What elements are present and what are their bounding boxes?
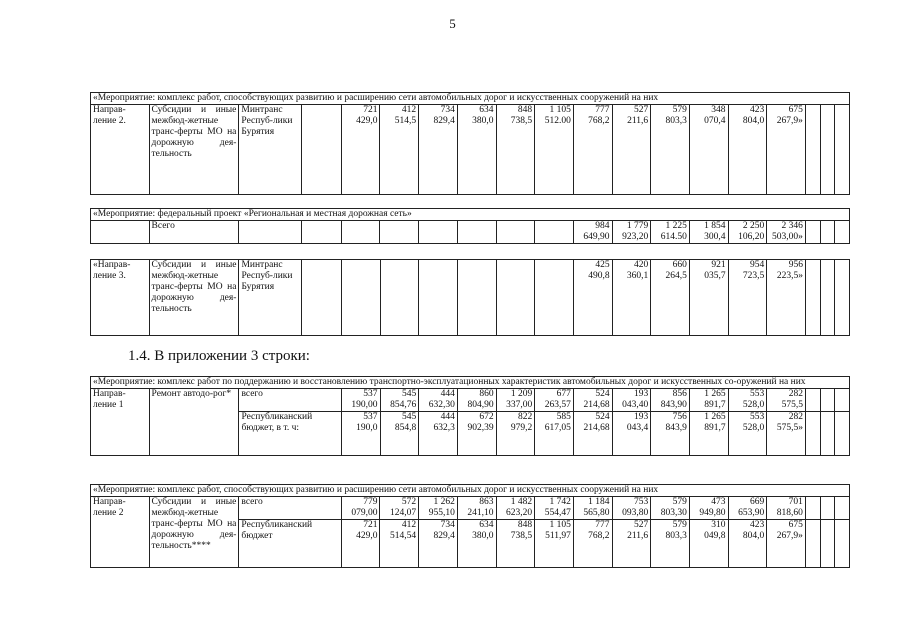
num-cell: 579 803,3 [651, 520, 690, 568]
cell-direction: Направ-ление 2. [91, 105, 150, 195]
num-cell: 193 043,4 [612, 412, 651, 456]
num-cell: 777 768,2 [573, 105, 612, 195]
num-cell: 423 804,0 [728, 520, 767, 568]
page-number: 5 [449, 16, 456, 31]
num-cell [496, 260, 535, 336]
table-1-grid [90, 92, 850, 195]
cell-direction [91, 221, 150, 244]
num-cell: 669 653,90 [728, 497, 767, 520]
num-cell: 634 380,0 [457, 105, 496, 195]
table-header: «Мероприятие: комплекс работ, способствующих развитию и расширению сети автомобильных дорог и искусственных сооружений на них [91, 485, 850, 497]
num-cell: 553 528,0 [728, 389, 767, 412]
num-cell: 822 979,2 [496, 412, 535, 456]
cell-source: всего [239, 389, 341, 412]
num-cell: 701 818,60 [767, 497, 806, 520]
num-cell [341, 260, 380, 336]
cell-empty [302, 105, 342, 195]
num-cell [419, 221, 458, 244]
empty-cell [835, 260, 850, 336]
num-cell: 310 049,8 [689, 520, 728, 568]
num-cell [419, 260, 458, 336]
num-cell: 282 575,5 [767, 389, 806, 412]
table-2 [90, 208, 850, 244]
num-cell: 579 803,30 [651, 497, 690, 520]
num-cell: 734 829,4 [419, 520, 458, 568]
num-cell: 1 262 955,10 [419, 497, 458, 520]
empty-cell [805, 412, 820, 456]
empty-cell [805, 520, 820, 568]
num-cell: 193 043,40 [612, 389, 651, 412]
table-header: «Мероприятие: комплекс работ, способствующих развитию и расширению сети автомобильных дорог и искусственных сооружений на них [91, 93, 850, 105]
num-cell [535, 221, 574, 244]
num-cell: 675 267,9» [767, 105, 806, 195]
num-cell: 444 632,30 [419, 389, 458, 412]
num-cell: 1 265 891,7 [689, 389, 728, 412]
num-cell: 1 779 923,20 [612, 221, 651, 244]
num-cell: 860 804,90 [457, 389, 496, 412]
num-cell [535, 260, 574, 336]
num-cell: 856 843,90 [651, 389, 690, 412]
num-cell [341, 221, 380, 244]
num-cell: 1 105 511,97 [535, 520, 574, 568]
cell-empty [302, 260, 342, 336]
num-cell: 921 035,7 [689, 260, 728, 336]
cell-direction: «Направ-ление 3. [91, 260, 150, 336]
empty-cell [820, 520, 835, 568]
empty-cell [820, 389, 835, 412]
num-cell [380, 260, 419, 336]
num-cell: 660 264,5 [651, 260, 690, 336]
num-cell: 282 575,5» [767, 412, 806, 456]
table-row [91, 260, 850, 336]
table-3 [90, 259, 850, 336]
num-cell: 545 854,8 [380, 412, 419, 456]
table-header: «Мероприятие: федеральный проект «Региональная и местная дорожная сеть» [91, 209, 850, 221]
table-5-grid [90, 484, 850, 568]
num-cell: 1 265 891,7 [689, 412, 728, 456]
empty-cell [820, 497, 835, 520]
empty-cell [805, 389, 820, 412]
num-cell: 863 241,10 [457, 497, 496, 520]
num-cell: 1 742 554,47 [535, 497, 574, 520]
num-cell: 1 184 565,80 [573, 497, 612, 520]
num-cell: 954 723,5 [728, 260, 767, 336]
num-cell: 572 124,07 [380, 497, 419, 520]
cell-executor [239, 221, 302, 244]
cell-direction: Направ-ление 2 [91, 497, 150, 568]
num-cell: 1 209 337,00 [496, 389, 535, 412]
num-cell: 444 632,3 [419, 412, 458, 456]
num-cell: 2 250 106,20 [728, 221, 767, 244]
num-cell [496, 221, 535, 244]
section-heading: 1.4. В приложении 3 строки: [128, 348, 310, 364]
num-cell: 721 429,0 [341, 520, 380, 568]
empty-cell [805, 105, 820, 195]
num-cell: 412 514,5 [380, 105, 419, 195]
cell-description: Субсидии и иные межбюд-жетные транс-ферты МО на дорожную дея-тельность [149, 105, 239, 195]
num-cell: 473 949,80 [689, 497, 728, 520]
table-3-grid [90, 259, 850, 336]
num-cell: 1 482 623,20 [496, 497, 535, 520]
empty-cell [835, 221, 850, 244]
cell-executor: Минтранс Респуб-лики Бурятия [239, 105, 302, 195]
num-cell: 1 225 614.50 [651, 221, 690, 244]
empty-cell [820, 412, 835, 456]
num-cell: 420 360,1 [612, 260, 651, 336]
num-cell: 777 768,2 [573, 520, 612, 568]
num-cell: 734 829,4 [419, 105, 458, 195]
num-cell: 672 902,39 [457, 412, 496, 456]
num-cell: 537 190,00 [341, 389, 380, 412]
empty-cell [835, 497, 850, 520]
num-cell: 524 214,68 [573, 389, 612, 412]
table-1 [90, 92, 850, 195]
table-row [91, 389, 850, 412]
num-cell [380, 221, 419, 244]
cell-description: Субсидии и иные межбюд-жетные транс-ферты МО на дорожную дея-тельность**** [149, 497, 239, 568]
num-cell: 545 854,76 [380, 389, 419, 412]
num-cell [457, 221, 496, 244]
num-cell: 348 070,4 [689, 105, 728, 195]
cell-empty [302, 221, 342, 244]
num-cell: 848 738,5 [496, 105, 535, 195]
cell-description: Всего [149, 221, 239, 244]
num-cell [457, 260, 496, 336]
table-5 [90, 484, 850, 568]
num-cell: 423 804,0 [728, 105, 767, 195]
num-cell: 753 093,80 [612, 497, 651, 520]
num-cell: 675 267,9» [767, 520, 806, 568]
cell-description: Субсидии и иные межбюд-жетные транс-ферты МО на дорожную дея-тельность [149, 260, 239, 336]
num-cell: 756 843,9 [651, 412, 690, 456]
cell-description: Ремонт автодо-рог* [149, 389, 239, 456]
num-cell: 634 380,0 [457, 520, 496, 568]
num-cell: 956 223,5» [767, 260, 806, 336]
empty-cell [820, 260, 835, 336]
empty-cell [820, 221, 835, 244]
num-cell: 677 263,57 [535, 389, 574, 412]
empty-cell [805, 221, 820, 244]
num-cell: 579 803,3 [651, 105, 690, 195]
num-cell: 2 346 503,00» [767, 221, 806, 244]
cell-source: Республиканский бюджет, в т. ч: [239, 412, 341, 456]
table-row [91, 105, 850, 195]
cell-direction: Направ-ление 1 [91, 389, 150, 456]
table-2-grid [90, 208, 850, 244]
table-row [91, 497, 850, 520]
num-cell: 537 190,0 [341, 412, 380, 456]
table-4 [90, 376, 850, 456]
num-cell: 585 617,05 [535, 412, 574, 456]
num-cell: 412 514,54 [380, 520, 419, 568]
empty-cell [805, 260, 820, 336]
empty-cell [820, 105, 835, 195]
num-cell: 984 649,90 [573, 221, 612, 244]
table-header: «Мероприятие: комплекс работ по поддержанию и восстановлению транспортно-эксплуатационных характеристик автомобильных дорог и искусственных со-оружений на них [91, 377, 850, 389]
num-cell: 1 105 512.00 [535, 105, 574, 195]
table-4-grid [90, 376, 850, 456]
empty-cell [835, 389, 850, 412]
cell-executor: Минтранс Респуб-лики Бурятия [239, 260, 302, 336]
cell-source: всего [239, 497, 341, 520]
num-cell: 553 528,0 [728, 412, 767, 456]
num-cell: 721 429,0 [341, 105, 380, 195]
table-row [91, 221, 850, 244]
cell-source: Республиканский бюджет [239, 520, 341, 568]
empty-cell [805, 497, 820, 520]
empty-cell [835, 412, 850, 456]
num-cell: 425 490,8 [573, 260, 612, 336]
empty-cell [835, 105, 850, 195]
num-cell: 527 211,6 [612, 520, 651, 568]
num-cell: 1 854 300,4 [689, 221, 728, 244]
num-cell: 779 079,00 [341, 497, 380, 520]
num-cell: 527 211,6 [612, 105, 651, 195]
empty-cell [835, 520, 850, 568]
num-cell: 524 214,68 [573, 412, 612, 456]
num-cell: 848 738,5 [496, 520, 535, 568]
